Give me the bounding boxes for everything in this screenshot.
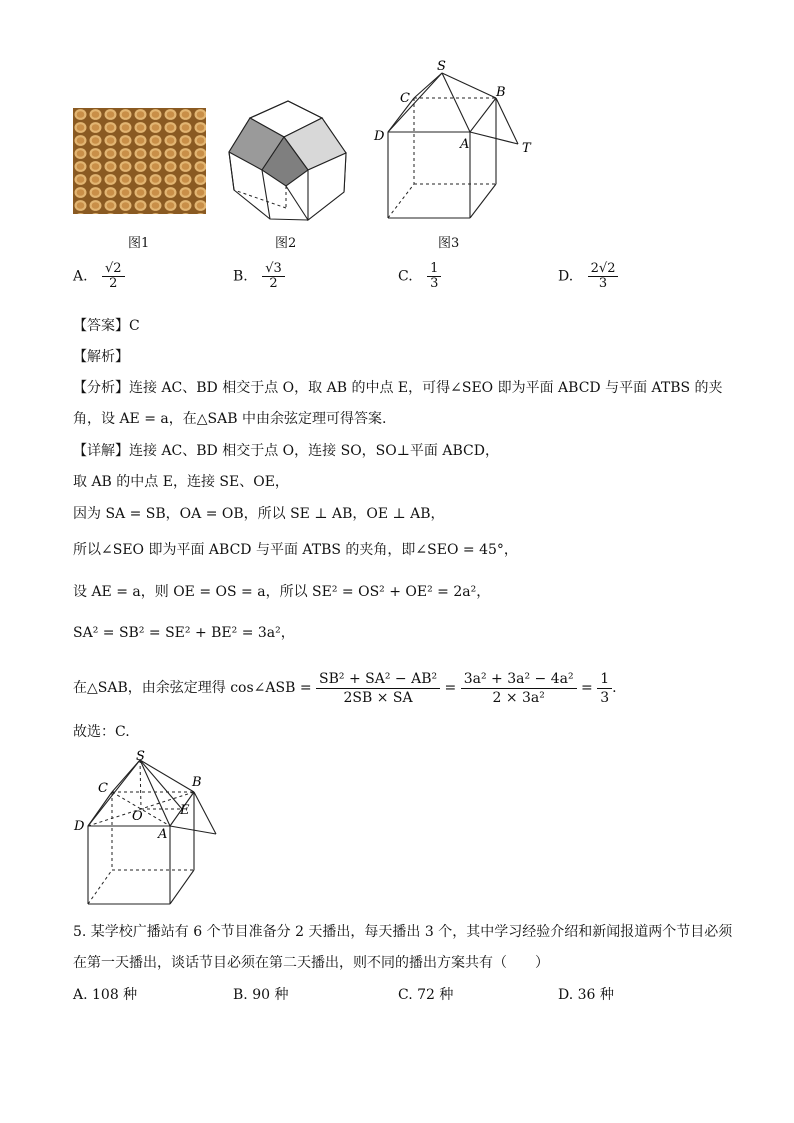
cos-fraction-3: $\frac{1}{3}$ (597, 670, 612, 707)
xiangjie-line-6: SA² = SB² = SE² + BE² = 3a²， (73, 625, 295, 641)
q5-option-d[interactable]: D. 36 种 (558, 987, 614, 1003)
label-A: A (158, 827, 168, 842)
label-B: B (192, 775, 202, 790)
label-C: C (400, 91, 410, 106)
conclusion-line: 故选：C. (73, 724, 130, 740)
label-S: S (136, 749, 145, 764)
label-C: C (98, 781, 108, 796)
solution-figure (72, 748, 222, 908)
q5-option-b[interactable]: B. 90 种 (233, 987, 289, 1003)
option-d[interactable]: D. $\frac{2√2}{3}$ (558, 262, 618, 291)
q5-option-a[interactable]: A. 108 种 (73, 987, 138, 1003)
label-S: S (437, 59, 446, 74)
option-a-fraction: $\frac{√2}{2}$ (102, 262, 125, 291)
label-O: O (132, 809, 143, 824)
label-B: B (496, 85, 506, 100)
q5-option-c[interactable]: C. 72 种 (398, 987, 454, 1003)
label-T: T (522, 141, 531, 156)
q5-stem-line-2: 在第一天播出，谈话节目必须在第二天播出，则不同的播出方案共有（ ） (73, 955, 549, 971)
answer-line: 【答案】C (73, 318, 140, 334)
fig3-caption: 图3 (438, 236, 460, 251)
analysis-heading: 【解析】 (73, 349, 129, 365)
xiangjie-line-3: 因为 SA = SB，OA = OB，所以 SE ⊥ AB，OE ⊥ AB， (73, 506, 445, 522)
option-a[interactable]: A. $\frac{√2}{2}$ (73, 262, 125, 291)
fig2-caption: 图2 (275, 236, 297, 251)
rhombic-dodecahedron-figure (226, 98, 354, 224)
xiangjie-line-2: 取 AB 的中点 E，连接 SE、OE， (73, 474, 289, 490)
option-c[interactable]: C. $\frac{1}{3}$ (398, 262, 441, 291)
fenxi-line-2: 角，设 AE = a，在△SAB 中由余弦定理可得答案. (73, 411, 387, 427)
label-A: A (460, 137, 470, 152)
option-d-fraction: $\frac{2√2}{3}$ (588, 262, 619, 291)
xiangjie-line-1: 【详解】连接 AC、BD 相交于点 O，连接 SO，SO⊥平面 ABCD， (73, 443, 499, 459)
q5-stem-line-1: 5. 某学校广播站有 6 个节目准备分 2 天播出，每天播出 3 个，其中学习经验介绍和新闻报道两个节目必须 (73, 924, 733, 940)
label-E: E (180, 803, 190, 818)
cos-fraction-2: $\frac{\text{3a² + 3a² − 4a²}}{\text{2 × 3a²}}$ (461, 670, 577, 707)
fig1-caption: 图1 (128, 236, 150, 251)
option-b[interactable]: B. $\frac{√3}{2}$ (233, 262, 285, 291)
label-D: D (74, 819, 85, 834)
cos-fraction-1: $\frac{\text{SB² + SA² − AB²}}{2SB \times SA}$ (316, 670, 440, 707)
fenxi-line-1: 【分析】连接 AC、BD 相交于点 O，取 AB 的中点 E，可得∠SEO 即为平面 ABCD 与平面 ATBS 的夹 (73, 380, 723, 396)
cosine-law-line: 在△SAB，由余弦定理得 cos∠ASB = $\frac{\text{SB² + SA² − AB²}}{2SB \times SA}$ = $\frac{\text{3a² + 3a² − 4a²}}{\text{2 × 3a²}}$ = $\frac{1}{3}$ . (73, 670, 617, 706)
option-b-fraction: $\frac{√3}{2}$ (262, 262, 285, 291)
xiangjie-line-4: 所以∠SEO 即为平面 ABCD 与平面 ATBS 的夹角，即∠SEO = 45°， (73, 542, 518, 558)
option-c-fraction: $\frac{1}{3}$ (427, 262, 441, 291)
pyramid-cube-figure-3 (370, 58, 540, 224)
label-D: D (374, 129, 385, 144)
honeycomb-photo (73, 108, 206, 214)
xiangjie-line-5: 设 AE = a，则 OE = OS = a，所以 SE² = OS² + OE² = 2a²， (73, 584, 491, 600)
